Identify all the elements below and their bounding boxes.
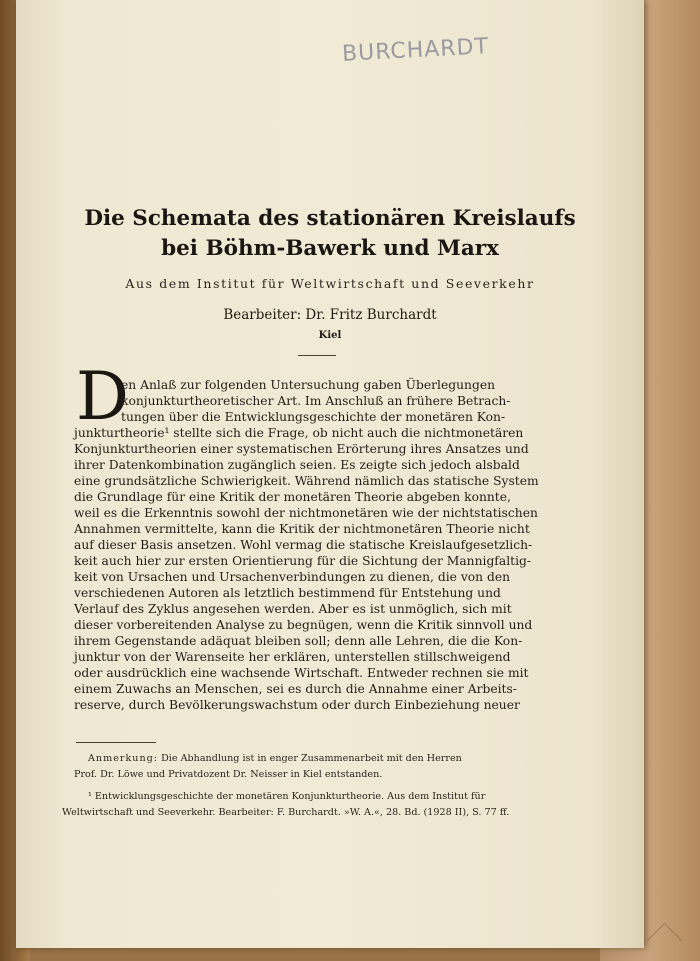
- body-line: keit von Ursachen und Ursachenverbindungen zu dienen, die von den: [74, 570, 511, 584]
- author-line: Bearbeiter: Dr. Fritz Burchardt: [223, 307, 437, 323]
- book-page: [16, 0, 644, 948]
- body-line: tungen über die Entwicklungsgeschichte der monetären Kon-: [121, 410, 506, 424]
- body-line: konjunkturtheoretischer Art. Im Anschluß an frühere Betrach-: [121, 394, 511, 408]
- body-line: auf dieser Basis ansetzen. Wohl vermag die statische Kreislaufgesetzlich-: [74, 538, 533, 552]
- article-title-line1: Die Schemata des stationären Kreislaufs: [84, 206, 576, 231]
- body-line: verschiedenen Autoren als letztlich bestimmend für Entstehung und: [74, 586, 501, 600]
- footnote-1-line2: Weltwirtschaft und Seeverkehr. Bearbeiter: F. Burchardt. »W. A.«, 28. Bd. (1928 II), S. 77 ff.: [62, 807, 510, 818]
- article-title-line2: bei Böhm-Bawerk und Marx: [161, 236, 499, 261]
- title-divider: [298, 355, 336, 356]
- body-line: die Grundlage für eine Kritik der monetären Theorie abgeben konnte,: [74, 490, 511, 504]
- body-line: junkturtheorie¹ stellte sich die Frage, ob nicht auch die nichtmonetären: [74, 426, 524, 440]
- author-city: Kiel: [318, 330, 342, 341]
- body-line: oder ausdrücklich eine wachsende Wirtschaft. Entweder rechnen sie mit: [74, 666, 529, 680]
- footnote-note-line2: Prof. Dr. Löwe und Privatdozent Dr. Neisser in Kiel entstanden.: [74, 769, 383, 780]
- drop-cap: D: [76, 358, 129, 435]
- body-line: weil es die Erkenntnis sowohl der nichtmonetären wie der nichtstatischen: [74, 506, 538, 520]
- body-line: ihrer Datenkombination zugänglich seien. Es zeigte sich jedoch alsbald: [74, 458, 520, 472]
- body-line: Annahmen vermittelte, kann die Kritik der nichtmonetären Theorie nicht: [74, 522, 530, 536]
- article-subtitle: Aus dem Institut für Weltwirtschaft und Seeverkehr: [125, 276, 535, 291]
- body-line: Verlauf des Zyklus angesehen werden. Aber es ist unmöglich, sich mit: [74, 602, 512, 616]
- body-line: eine grundsätzliche Schwierigkeit. Während nämlich das statische System: [74, 474, 539, 488]
- footnote-text: Die Abhandlung ist in enger Zusammenarbeit mit den Herren: [161, 753, 462, 764]
- handwritten-note: BURCHARDT: [341, 34, 490, 67]
- footnote-label: Anmerkung:: [88, 753, 159, 764]
- body-line: dieser vorbereitenden Analyse zu begnügen, wenn die Kritik sinnvoll und: [74, 618, 533, 632]
- body-line: ihrem Gegenstande adäquat bleiben soll; denn alle Lehren, die die Kon-: [74, 634, 523, 648]
- footnote-divider: [76, 742, 156, 743]
- body-line: Konjunkturtheorien einer systematischen Erörterung ihres Ansatzes und: [74, 442, 529, 456]
- body-line: reserve, durch Bevölkerungswachstum oder durch Einbeziehung neuer: [74, 698, 520, 712]
- body-line: en Anlaß zur folgenden Untersuchung gaben Überlegungen: [121, 378, 496, 392]
- footnote-1-line1: ¹ Entwicklungsgeschichte der monetären Konjunkturtheorie. Aus dem Institut für: [88, 791, 486, 802]
- body-line: junktur von der Warenseite her erklären, unterstellen stillschweigend: [74, 650, 511, 664]
- footnote-note: [88, 752, 462, 765]
- body-line: einem Zuwachs an Menschen, sei es durch die Annahme einer Arbeits-: [74, 682, 517, 696]
- body-line: keit auch hier zur ersten Orientierung für die Sichtung der Mannigfaltig-: [74, 554, 532, 568]
